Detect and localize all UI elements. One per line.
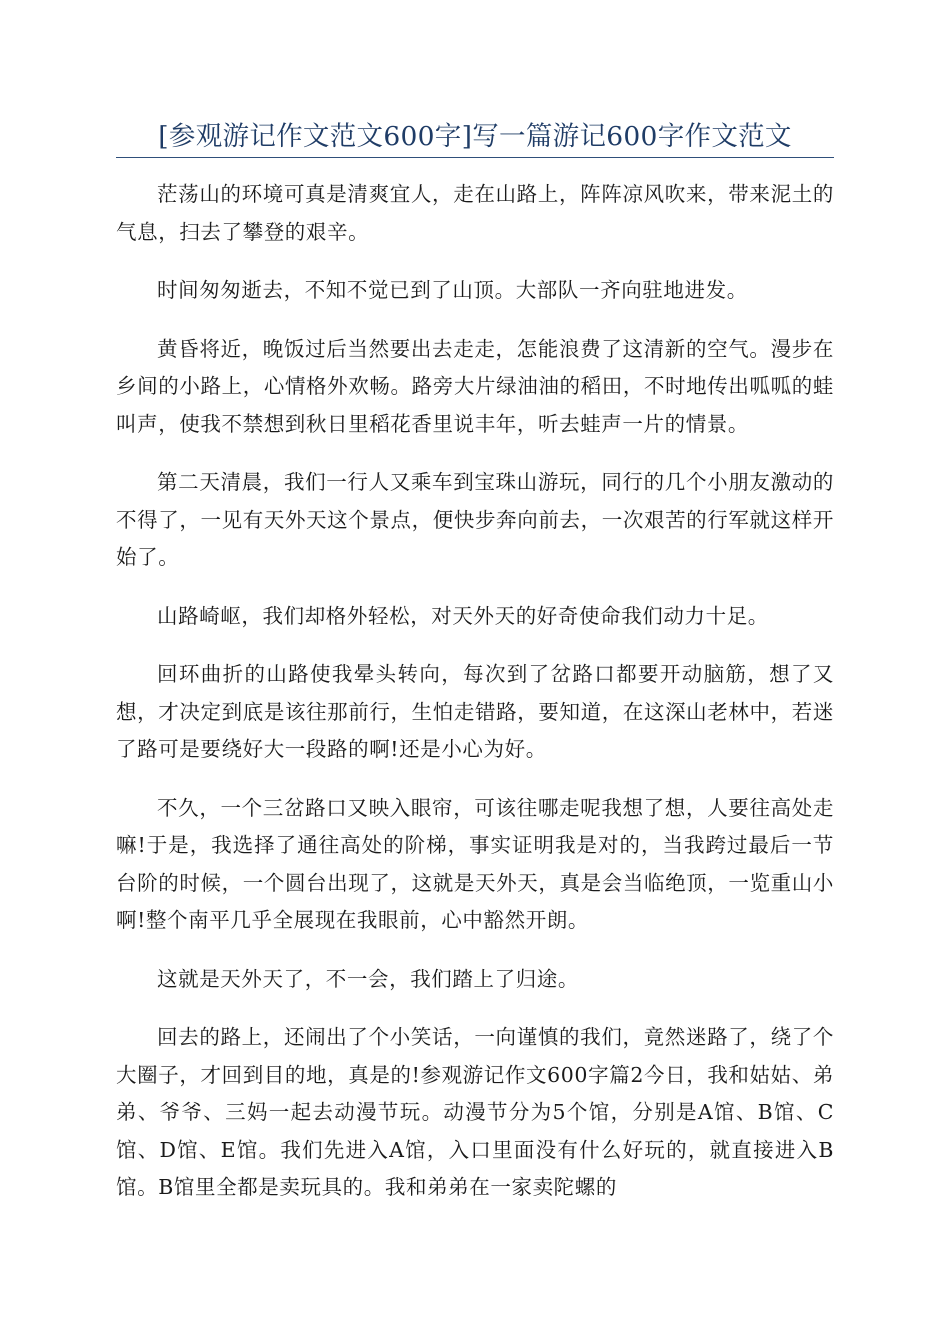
paragraph-1: 茫荡山的环境可真是清爽宜人，走在山路上，阵阵凉风吹来，带来泥土的气息，扫去了攀登的艰辛。 — [116, 182, 834, 244]
paragraph-9: 回去的路上，还闹出了个小笑话，一向谨慎的我们，竟然迷路了，绕了个大圈子，才回到目的地，真是的!参观游记作文600字篇2今日，我和姑姑、弟弟、爷爷、三妈一起去动漫节玩。动漫节分为5个馆，分别是A馆、B馆、C馆、D馆、E馆。我们先进入A馆，入口里面没有什么好玩的，就直接进入B馆。B馆里全都是卖玩具的。我和弟弟在一家卖陀螺的 — [116, 1025, 834, 1199]
document-body — [116, 176, 834, 1228]
paragraph-5: 山路崎岖，我们却格外轻松，对天外天的好奇使命我们动力十足。 — [157, 603, 769, 628]
paragraph-2: 时间匆匆逝去，不知不觉已到了山顶。大部队一齐向驻地进发。 — [157, 278, 748, 302]
document-title: [参观游记作文范文600字]写一篇游记600字作文范文 — [158, 121, 792, 152]
paragraph-8: 这就是天外天了，不一会，我们踏上了归途。 — [157, 966, 579, 991]
paragraph-6: 回环曲折的山路使我晕头转向，每次到了岔路口都要开动脑筋，想了又想，才决定到底是该往那前行，生怕走错路，要知道，在这深山老林中，若迷了路可是要绕好大一段路的啊!还是小心为好。 — [116, 662, 834, 761]
title-block — [116, 108, 834, 158]
paragraph-7: 不久，一个三岔路口又映入眼帘，可该往哪走呢我想了想，人要往高处走嘛!于是，我选择了通往高处的阶梯，事实证明我是对的，当我跨过最后一节台阶的时候，一个圆台出现了，这就是天外天，真是会当临绝顶，一览重山小啊!整个南平几乎全展现在我眼前，心中豁然开朗。 — [116, 795, 834, 932]
paragraph-4: 第二天清晨，我们一行人又乘车到宝珠山游玩，同行的几个小朋友激动的不得了，一见有天外天这个景点，便快步奔向前去，一次艰苦的行军就这样开始了。 — [116, 470, 834, 569]
paragraph-3: 黄昏将近，晚饭过后当然要出去走走，怎能浪费了这清新的空气。漫步在乡间的小路上，心情格外欢畅。路旁大片绿油油的稻田，不时地传出呱呱的蛙叫声，使我不禁想到秋日里稻花香里说丰年，听去蛙声一片的情景。 — [116, 336, 834, 436]
